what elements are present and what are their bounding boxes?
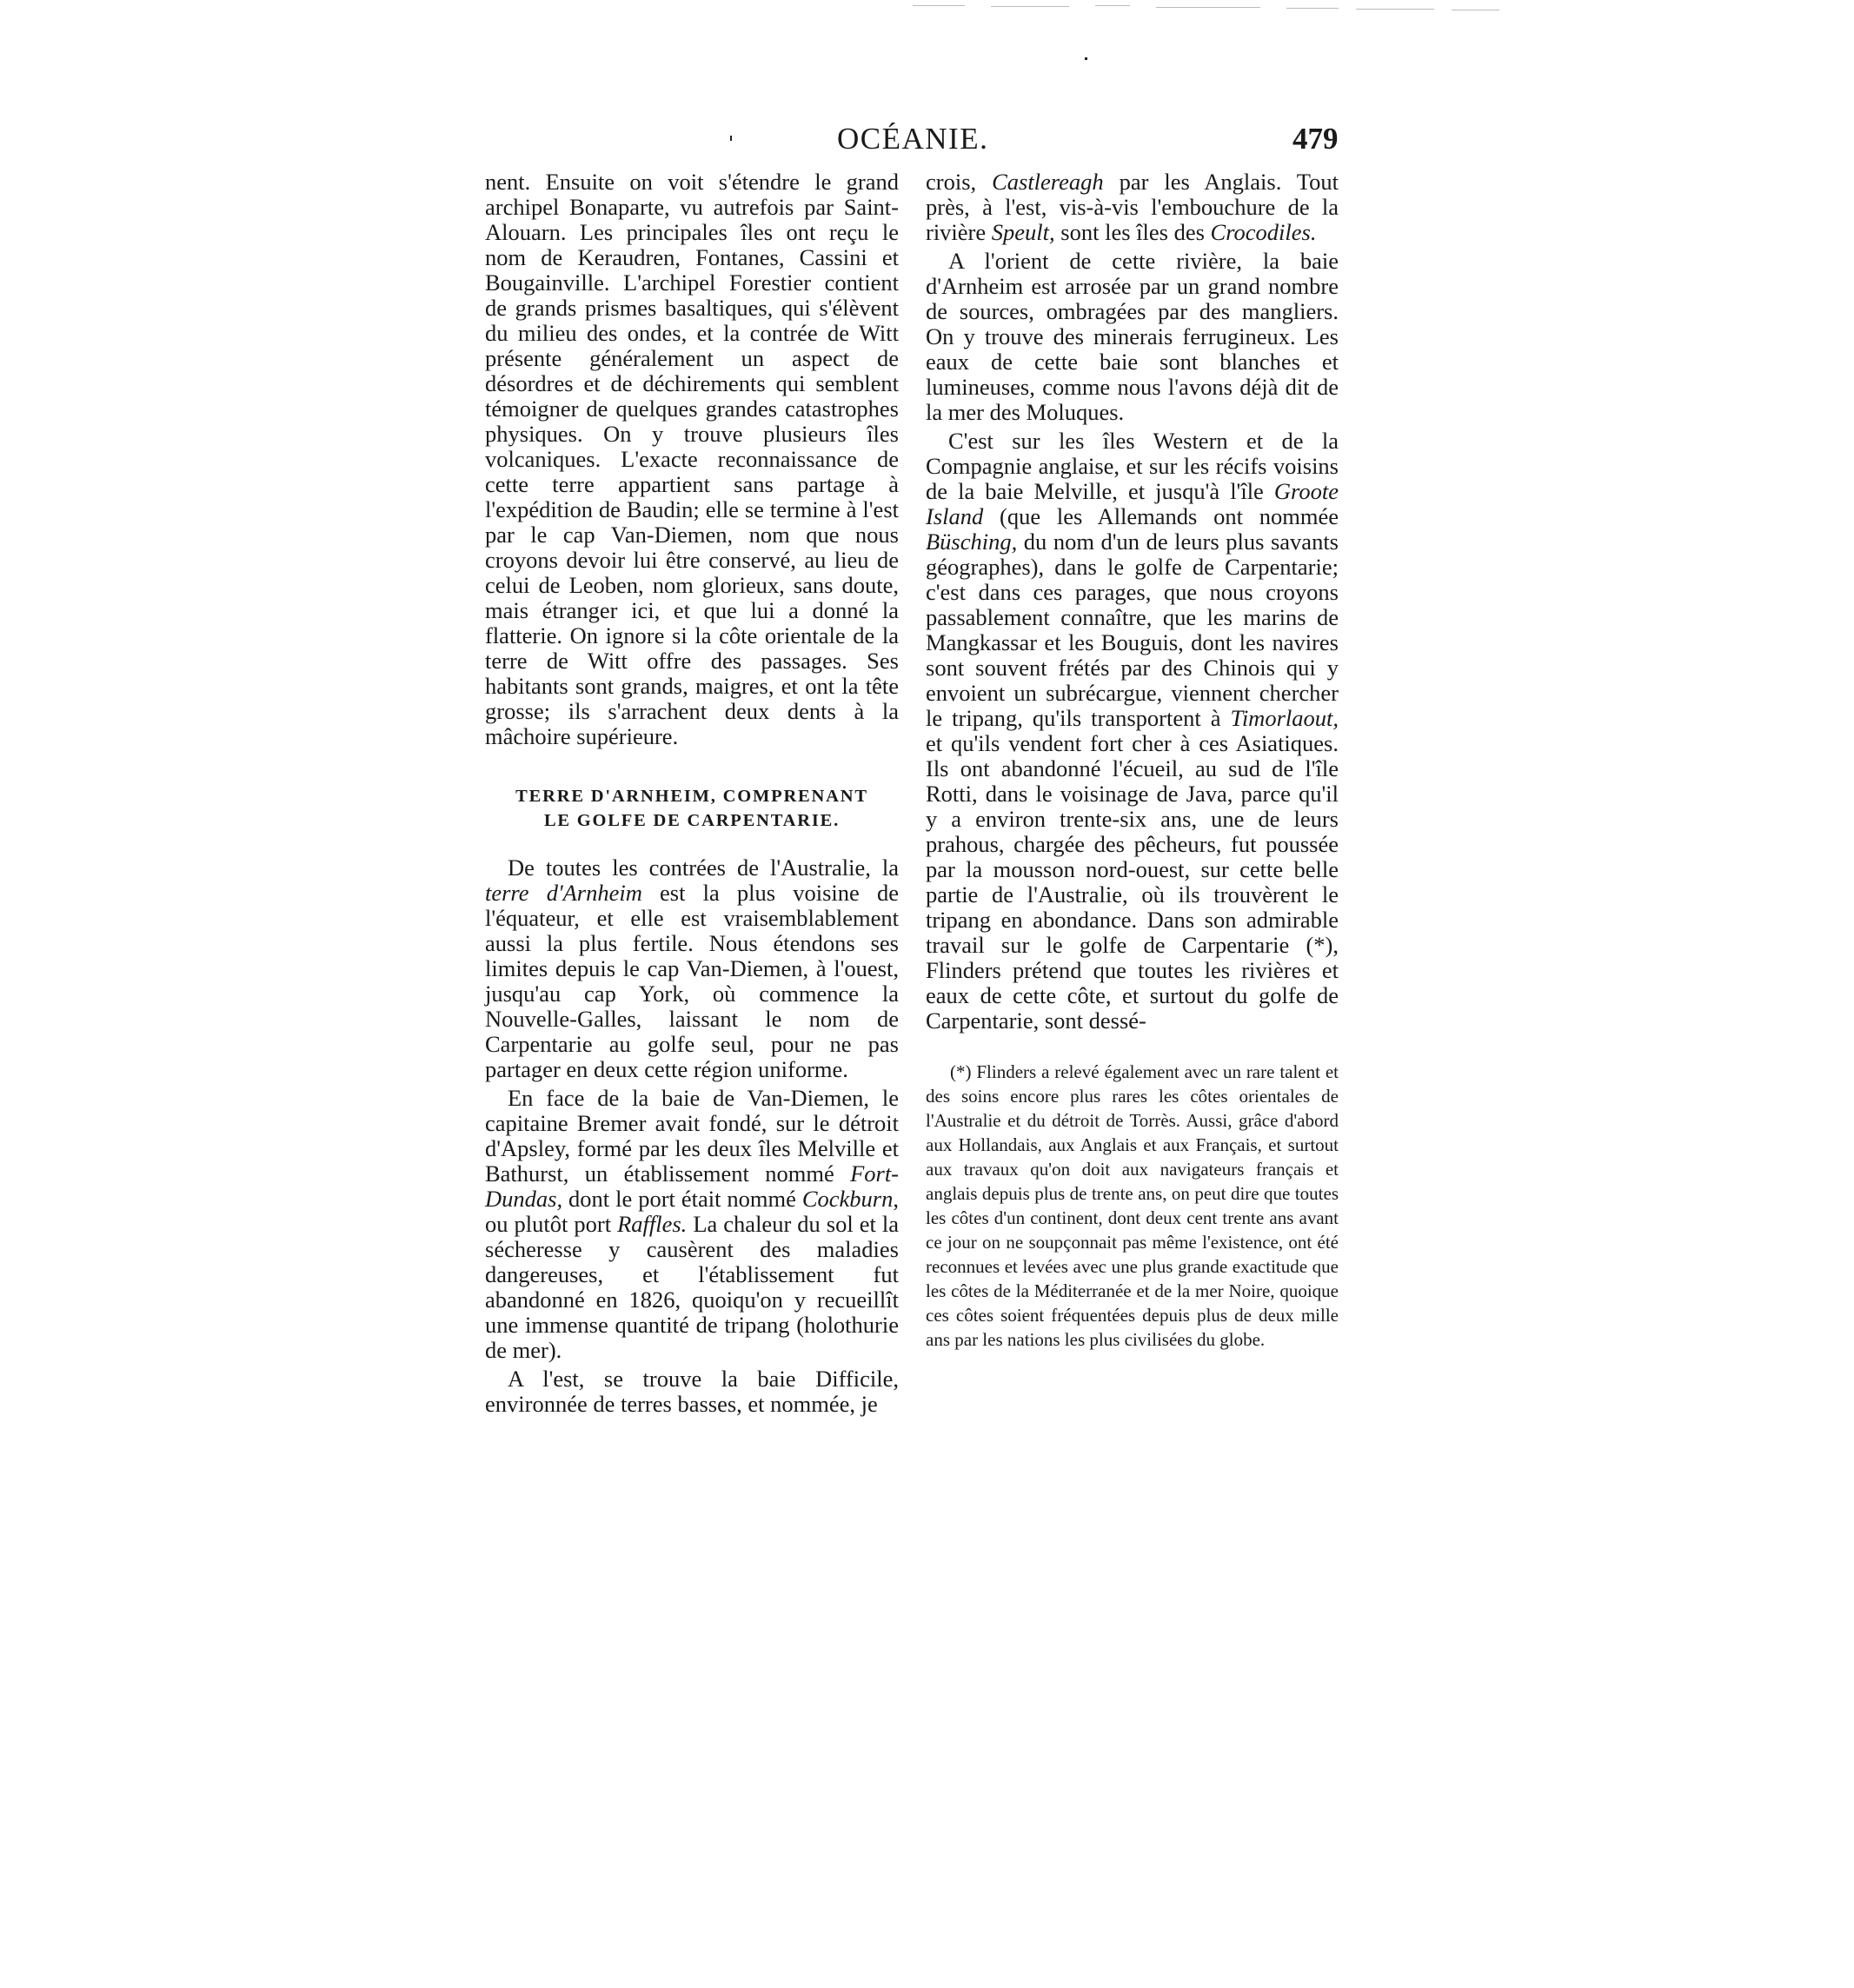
paragraph: crois, Castlereagh par les Anglais. Tout près, à l'est, vis-à-vis l'embouchure de la rivière Speult, sont les îles des Crocodiles. xyxy=(926,169,1339,245)
scan-speck xyxy=(1085,57,1087,60)
paragraph: nent. Ensuite on voit s'étendre le grand archipel Bonaparte, vu autrefois par Saint-Alouarn. Les principales îles ont reçu le nom de Keraudren, Fontanes, Cassini et Bougainville. L'archipel Forestier contient de grands prismes basaltiques, qui s'élèvent du milieu des ondes, et la contrée de Witt présente généralement un aspect de désordres et de déchirements qui semblent témoigner de quelques grandes catastrophes physiques. On y trouve plusieurs îles volcaniques. L'exacte reconnaissance de cette terre appartient sans partage à l'expédition de Baudin; elle se termine à l'est par le cap Van-Diemen, nom que nous croyons devoir lui être conservé, au lieu de celui de Leoben, nom glorieux, sans doute, mais étranger ici, et que lui a donné la flatterie. On ignore si la côte orientale de la terre de Witt offre des passages. Ses habitants sont grands, maigres, et ont la tête grosse; ils s'arrachent deux dents à la mâchoire supérieure. xyxy=(485,169,899,749)
right-column xyxy=(926,170,1339,1352)
page-number: 479 xyxy=(1292,122,1339,156)
paragraph: A l'orient de cette rivière, la baie d'Arnheim est arrosée par un grand nombre de sources, ombragées par des mangliers. On y trouve des minerais ferrugineux. Les eaux de cette baie sont blanches et lumineuses, comme nous l'avons déjà dit de la mer des Moluques. xyxy=(926,248,1339,425)
footnote xyxy=(926,1060,1339,1352)
paragraph: C'est sur les îles Western et de la Compagnie anglaise, et sur les récifs voisins de la baie Melville, et jusqu'à l'île Groote Island (que les Allemands ont nommée Büsching, du nom d'un de leurs plus savants géographes), dans le golfe de Carpentarie; c'est dans ces parages, que nous croyons passablement connaître, que les marins de Mangkassar et les Bouguis, dont les navires sont souvent frétés par des Chinois qui y envoient un subrécargue, viennent chercher le tripang, qu'ils transportent à Timorlaout, et qu'ils vendent fort cher à ces Asiatiques. Ils ont abandonné l'écueil, au sud de l'île Rotti, dans le voisinage de Java, parce qu'il y a environ trente-six ans, une de leurs prahous, chargée des pêcheurs, fut poussée par la mousson nord-ouest, sur cette belle partie de l'Australie, où ils trouvèrent le tripang en abondance. Dans son admirable travail sur le golfe de Carpentarie (*), Flinders prétend que toutes les rivières et eaux de cette côte, et surtout du golfe de Carpentarie, sont dessé- xyxy=(926,428,1339,1034)
section-heading-line: TERRE D'ARNHEIM, COMPRENANT xyxy=(515,787,868,806)
section-heading xyxy=(485,784,899,833)
running-header-title: OCÉANIE. xyxy=(837,122,989,156)
left-column xyxy=(485,170,899,1417)
section-heading-line: LE GOLFE DE CARPENTARIE. xyxy=(543,811,841,830)
paragraph: De toutes les contrées de l'Australie, la terre d'Arnheim est la plus voisine de l'équateur, et elle est vraisemblablement aussi la plus fertile. Nous étendons ses limites depuis le cap Van-Diemen, à l'ouest, jusqu'au cap York, où commence la Nouvelle-Galles, laissant le nom de Carpentarie au golfe seul, pour ne pas partager en deux cette région uniforme. xyxy=(485,854,899,1082)
paragraph: En face de la baie de Van-Diemen, le capitaine Bremer avait fondé, sur le détroit d'Apsley, formé par les deux îles Melville et Bathurst, un établissement nommé Fort-Dundas, dont le port était nommé Cockburn, ou plutôt port Raffles. La chaleur du sol et la sécheresse y causèrent des maladies dangereuses, et l'établissement fut abandonné en 1826, quoiqu'on y recueillît une immense quantité de tripang (holothurie de mer). xyxy=(485,1085,899,1363)
paragraph: A l'est, se trouve la baie Difficile, environnée de terres basses, et nommée, je xyxy=(485,1366,899,1417)
footnote-text: (*) Flinders a relevé également avec un rare talent et des soins encore plus rares les côtes orientales de l'Australie et du détroit de Torrès. Aussi, grâce d'abord aux Hollandais, aux Anglais et aux Français, et surtout aux travaux qu'on doit aux navigateurs français et anglais depuis plus de trente ans, on peut dire que toutes les côtes d'un continent, dont deux cent trente ans avant ce jour on ne soupçonnait pas même l'existence, ont été reconnues et levées avec une plus grande exactitude que les côtes de la Méditerranée et de la mer Noire, quoique ces côtes soient fréquentées depuis plus de deux mille ans par les nations les plus civilisées du globe. xyxy=(926,1061,1339,1350)
scan-speck xyxy=(730,136,732,141)
